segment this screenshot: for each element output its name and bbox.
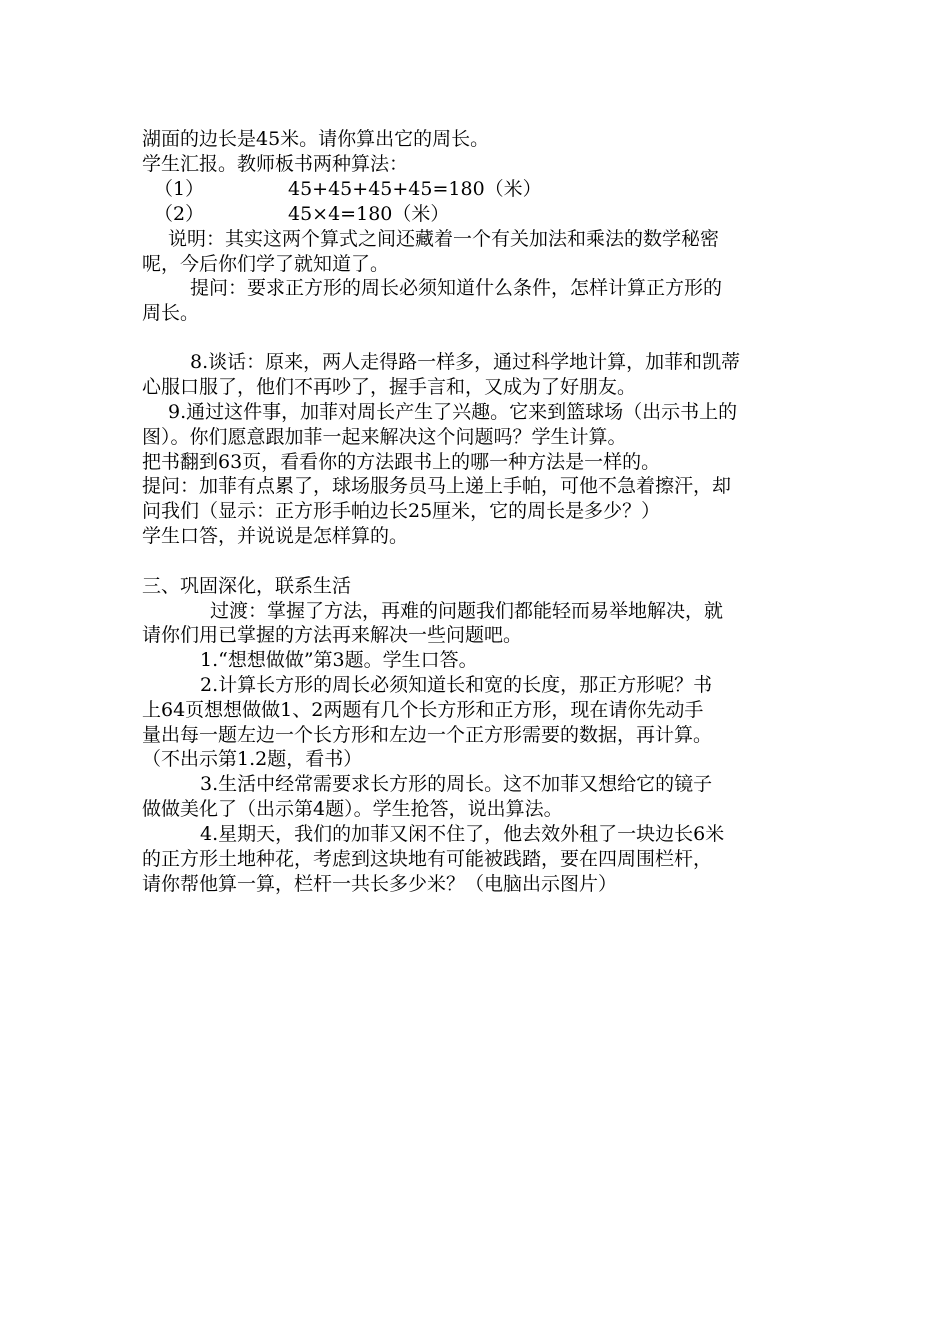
formula: 45+45+45+45=180（米）: [288, 178, 542, 200]
text-line: 心服口服了，他们不再吵了，握手言和，又成为了好朋友。: [142, 376, 637, 398]
text-line: 1.“想想做做”第3题。学生口答。: [200, 649, 478, 671]
text-line: 8.谈话：原来，两人走得路一样多，通过科学地计算，加菲和凯蒂: [190, 351, 741, 373]
text-line: 3.生活中经常需要求长方形的周长。这不加菲又想给它的镜子: [200, 773, 713, 795]
text-line: 做做美化了（出示第4题）。学生抢答，说出算法。: [142, 798, 563, 820]
text-line: 学生口答，并说说是怎样算的。: [142, 525, 409, 547]
formula-label: （2）: [154, 203, 205, 225]
text-line: 9.通过这件事，加菲对周长产生了兴趣。它来到篮球场（出示书上的: [168, 401, 738, 423]
text-line: 说明：其实这两个算式之间还藏着一个有关加法和乘法的数学秘密: [168, 228, 720, 250]
section-heading: 三、巩固深化，联系生活: [142, 575, 352, 597]
text-line: 过渡：掌握了方法，再难的问题我们都能轻而易举地解决，就: [210, 600, 724, 622]
text-line: 提问：要求正方形的周长必须知道什么条件，怎样计算正方形的: [190, 277, 723, 299]
text-line: 周长。: [142, 302, 200, 324]
text-line: 请你们用已掌握的方法再来解决一些问题吧。: [142, 624, 523, 646]
text-line: 请你帮他算一算，栏杆一共长多少米？（电脑出示图片）: [142, 873, 618, 895]
text-line: 量出每一题左边一个长方形和左边一个正方形需要的数据，再计算。: [142, 724, 713, 746]
text-line: 湖面的边长是45米。请你算出它的周长。: [142, 128, 490, 150]
text-line: 的正方形土地种花，考虑到这块地有可能被践踏，要在四周围栏杆，: [142, 848, 713, 870]
text-line: 2.计算长方形的周长必须知道长和宽的长度，那正方形呢？书: [200, 674, 713, 696]
text-line: 呢，今后你们学了就知道了。: [142, 253, 390, 275]
text-line: 4.星期天，我们的加菲又闲不住了，他去效外租了一块边长6米: [200, 823, 725, 845]
text-line: 上64页想想做做1、2两题有几个长方形和正方形，现在请你先动手: [142, 699, 704, 721]
text-line: 把书翻到63页，看看你的方法跟书上的哪一种方法是一样的。: [142, 451, 661, 473]
text-line: 学生汇报。教师板书两种算法：: [142, 153, 409, 175]
formula-label: （1）: [154, 178, 205, 200]
text-line: 提问：加菲有点累了，球场服务员马上递上手帕，可他不急着擦汗，却: [142, 475, 732, 497]
formula: 45×4=180（米）: [288, 203, 450, 225]
text-line: （不出示第1.2题，看书）: [142, 748, 363, 770]
text-line: 问我们（显示：正方形手帕边长25厘米，它的周长是多少？）: [142, 500, 661, 522]
text-line: 图）。你们愿意跟加菲一起来解决这个问题吗？学生计算。: [142, 426, 627, 448]
